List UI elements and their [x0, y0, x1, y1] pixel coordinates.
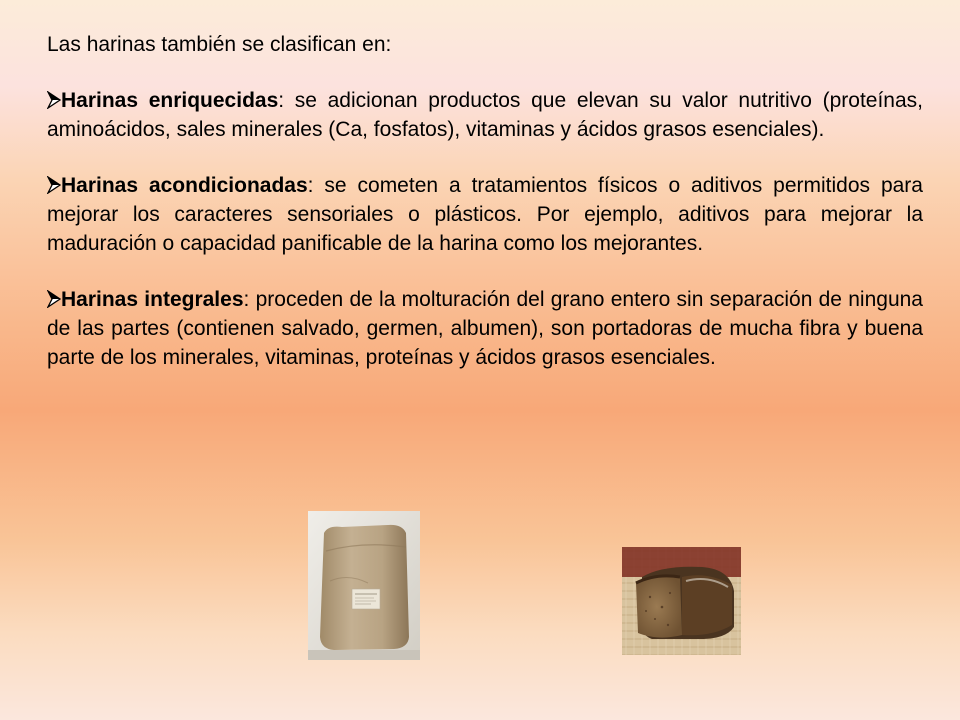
bullet-item — [47, 171, 923, 258]
bullet-text: : proceden de la molturación del grano entero sin separación de ninguna de las partes (contienen salvado, germen, albumen), son portadoras de mucha fibra y buena parte de los minerales, vitaminas, proteínas y ácidos grasos esenciales. — [47, 288, 923, 369]
bullet-text: : se cometen a tratamientos físicos o aditivos permitidos para mejorar los caracteres sensoriales o plásticos. Por ejemplo, aditivos para mejorar la maduración o capacidad panificable de la harina como los mejorantes. — [47, 174, 923, 255]
wholegrain-bread-image — [622, 547, 741, 655]
intro-text: Las harinas también se clasifican en: — [47, 33, 392, 56]
bullet-term: Harinas acondicionadas — [61, 174, 308, 197]
flour-sack-image — [308, 511, 420, 660]
arrow-bullet-icon — [47, 176, 61, 194]
slide-content — [47, 30, 923, 399]
arrow-bullet-icon — [47, 91, 61, 109]
bullet-term: Harinas integrales — [61, 288, 244, 311]
bullet-item — [47, 285, 923, 372]
bullet-term: Harinas enriquecidas — [61, 89, 279, 112]
bullet-item — [47, 86, 923, 144]
arrow-bullet-icon — [47, 290, 61, 308]
bullet-text: : se adicionan productos que elevan su valor nutritivo (proteínas, aminoácidos, sales minerales (Ca, fosfatos), vitaminas y ácidos grasos esenciales). — [47, 89, 924, 141]
